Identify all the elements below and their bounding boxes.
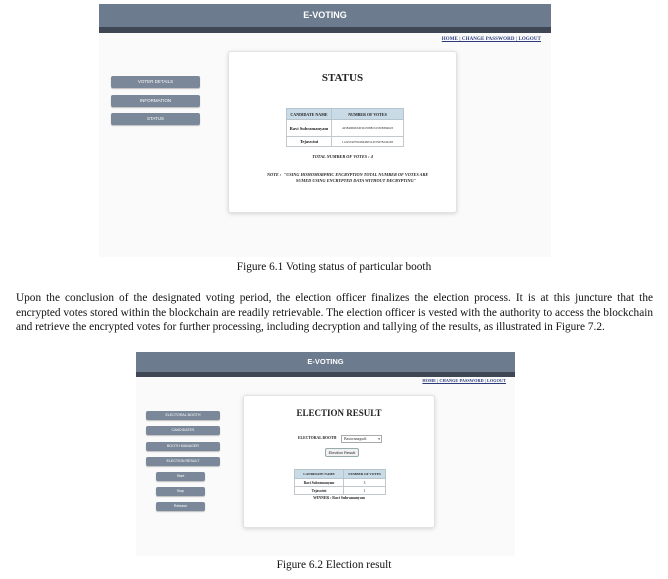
figure-1-caption: Figure 6.1 Voting status of particular booth	[236, 261, 432, 273]
nav-label: VOTER DETAILS	[137, 79, 174, 84]
votes-table	[286, 108, 404, 147]
nav-label: ELECTION RESULT	[166, 459, 200, 463]
status-card	[228, 51, 457, 213]
nav-voter-details[interactable]	[111, 76, 200, 88]
app-header	[136, 352, 515, 372]
nav-label: INFORMATION	[139, 98, 172, 103]
nav-label: STATUS	[146, 116, 165, 121]
total-votes: TOTAL NUMBER OF VOTES : 4	[312, 154, 373, 159]
button-label: Stop	[176, 489, 185, 493]
stop-button[interactable]	[156, 487, 205, 496]
app-title: E-VOTING	[303, 10, 347, 20]
nav-label: BOOTH MANAGER	[167, 444, 199, 448]
table-row	[287, 137, 404, 147]
table-row	[295, 487, 386, 495]
header-strip	[99, 27, 551, 33]
nav-candidates[interactable]	[146, 426, 220, 435]
page-title: STATUS	[321, 72, 364, 84]
election-result-button[interactable]	[325, 448, 359, 457]
vote-count: 3	[344, 479, 386, 487]
candidate-name: Ravi Subramanyam	[287, 120, 332, 137]
encrypted-votes: 42584909034536135881315308394623	[332, 120, 404, 137]
nav-election-result[interactable]	[146, 457, 220, 466]
table-header: NUMBER OF VOTES	[332, 109, 404, 120]
button-label: Release	[173, 504, 188, 508]
figure-2-caption: Figure 6.2 Election result	[276, 559, 392, 571]
table-row	[295, 479, 386, 487]
winner-text: WINNER : Ravi Subramanyam	[313, 496, 365, 500]
vote-count: 1	[344, 487, 386, 495]
figure-1-screenshot	[99, 4, 551, 257]
nav-booth-manager[interactable]	[146, 442, 220, 451]
app-title: E-VOTING	[307, 357, 344, 366]
candidate-name: Ravi Subramanyam	[295, 479, 344, 487]
chevron-down-icon: ▾	[378, 437, 380, 441]
top-nav-links[interactable]: HOME | CHANGE PASSWORD | LOGOUT	[422, 378, 506, 383]
nav-label: CANDIDATES	[171, 428, 195, 432]
table-header: CANDIDATE NAME	[287, 109, 332, 120]
page-title: ELECTION RESULT	[296, 408, 382, 418]
top-nav-links[interactable]: HOME | CHANGE PASSWORD | LOGOUT	[441, 37, 541, 42]
button-label: Start	[176, 474, 185, 478]
start-button[interactable]	[156, 472, 205, 481]
candidate-name: Tejaswini	[295, 487, 344, 495]
table-header: CANDIDATE NAME	[295, 470, 344, 479]
candidate-name: Tejaswini	[287, 137, 332, 147]
note-label: NOTE :	[267, 172, 282, 177]
figure-2-screenshot	[136, 352, 515, 556]
booth-label: ELECTORAL BOOTH	[298, 436, 337, 440]
nav-electoral-booth[interactable]	[146, 411, 220, 420]
booth-select[interactable]	[341, 435, 382, 443]
header-strip	[136, 372, 515, 377]
nav-information[interactable]	[111, 95, 200, 107]
button-label: Election Result	[328, 450, 356, 455]
election-result-card	[243, 395, 435, 528]
table-row	[287, 120, 404, 137]
release-button[interactable]	[156, 502, 205, 511]
app-header	[99, 4, 551, 27]
votes-table	[294, 469, 386, 495]
encrypted-votes: 11225190791084482314725078242228	[332, 137, 404, 147]
nav-status[interactable]	[111, 113, 200, 125]
body-paragraph: Upon the conclusion of the designated voting period, the election officer finalizes the election process. It is at this juncture that the encrypted votes stored within the blockchain are readily retrievable. The election officer is vested with the authority to access the blockchain and retrieve the encrypted votes for further processing, including decryption and tallying of the results, as illustrated in Figure 7.2.	[16, 292, 653, 333]
nav-label: ELECTORAL BOOTH	[165, 413, 201, 417]
table-header: NUMBER OF VOTES	[344, 470, 386, 479]
note-text: "USING HOMOMORPHIC ENCRYPTION TOTAL NUMBER OF VOTES ARE SUMED USING ENCRYPTED DATA WITHOUT DECRYPTING"	[283, 172, 429, 183]
booth-select-value: Basavanagudi	[344, 436, 367, 441]
